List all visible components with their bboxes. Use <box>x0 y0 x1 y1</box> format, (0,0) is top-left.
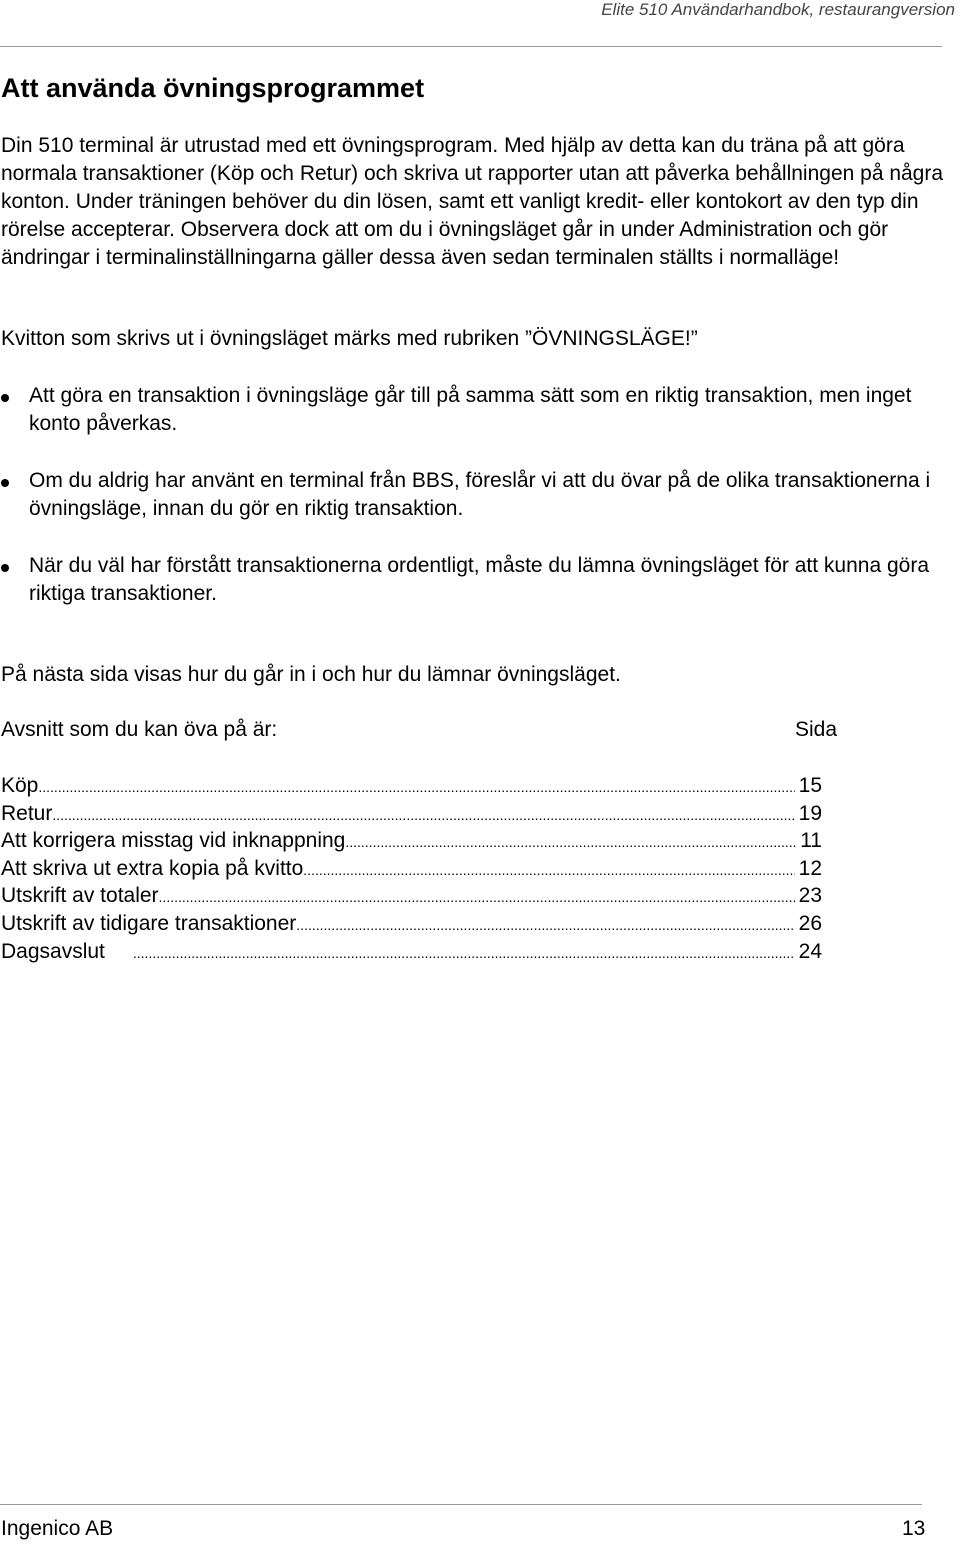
toc-entry-page: 26 <box>798 911 822 935</box>
table-of-contents <box>1 772 822 965</box>
receipt-note-paragraph: Kvitton som skrivs ut i övningsläget märks med rubriken ”ÖVNINGSLÄGE!” <box>1 327 698 350</box>
toc-entry-label: Utskrift av totaler <box>1 884 159 908</box>
toc-entry-page: 19 <box>798 801 822 825</box>
toc-entry <box>1 800 822 828</box>
toc-entry-label: Dagsavslut <box>1 939 105 963</box>
bullet-text: När du väl har förstått transaktionerna ordentligt, måste du lämna övningsläget för att kunna göra riktiga transaktioner. <box>29 554 930 605</box>
toc-leader-dots <box>38 774 794 800</box>
toc-entry-page: 23 <box>798 884 822 908</box>
toc-leader-dots <box>303 857 794 883</box>
toc-entry <box>1 855 822 883</box>
toc-leader-dots <box>159 884 795 910</box>
bullet-text: Om du aldrig har använt en terminal från BBS, föreslår vi att du övar på de olika transaktionerna i övningsläge, innan du gör en riktig transaktion. <box>29 469 931 520</box>
bullet-icon <box>1 394 9 402</box>
toc-leader-dots <box>52 802 794 828</box>
toc-leader-dots <box>345 829 796 855</box>
toc-entry <box>1 882 822 910</box>
next-page-paragraph: På nästa sida visas hur du går in i och hur du lämnar övningsläget. <box>1 663 621 686</box>
toc-entry-label: Utskrift av tidigare transaktioner <box>1 911 297 935</box>
toc-entry-page: 12 <box>798 856 822 880</box>
toc-entry-label: Köp <box>1 774 39 797</box>
toc-entry-page: 24 <box>798 939 822 963</box>
bullet-text: Att göra en transaktion i övningsläge går till på samma sätt som en riktig transaktion, men inget konto påverkas. <box>29 384 912 435</box>
toc-entry <box>1 827 822 855</box>
toc-entry-label: Att skriva ut extra kopia på kvitto <box>1 856 304 880</box>
toc-entry-page: 11 <box>800 829 822 853</box>
toc-entry-label: Att korrigera misstag vid inknappning <box>1 829 346 853</box>
toc-entry <box>1 938 822 966</box>
toc-header <box>1 716 851 744</box>
header-divider <box>0 46 942 47</box>
toc-leader-dots <box>133 940 795 966</box>
toc-page-column-label: Sida <box>795 718 838 741</box>
toc-entry <box>1 910 822 938</box>
intro-paragraph: Din 510 terminal är utrustad med ett övningsprogram. Med hjälp av detta kan du träna på att göra normala transaktioner (Köp och Retur) och skriva ut rapporter utan att påverka behållningen på några konton. Under träningen behöver du din lösen, samt ett vanligt kredit- eller kontokort av den typ din rörelse accepterar. Observera dock att om du i övningsläget går in under Administration och gör ändringar i terminalinställningarna gäller dessa även sedan terminalen ställts i normalläge! <box>1 134 944 269</box>
bullet-icon <box>1 479 9 487</box>
footer-divider <box>0 1504 922 1505</box>
bullet-icon <box>1 564 9 572</box>
footer-company: Ingenico AB <box>1 1517 114 1540</box>
page-title: Att använda övningsprogrammet <box>1 73 425 103</box>
toc-entry-label: Retur <box>1 801 53 825</box>
running-header: Elite 510 Användarhandbok, restaurangversion <box>601 0 955 19</box>
toc-entry <box>1 772 822 800</box>
toc-leader-dots <box>296 912 794 938</box>
page-number: 13 <box>902 1517 926 1540</box>
toc-header-label: Avsnitt som du kan öva på är: <box>1 718 278 741</box>
toc-entry-page: 15 <box>798 774 822 797</box>
